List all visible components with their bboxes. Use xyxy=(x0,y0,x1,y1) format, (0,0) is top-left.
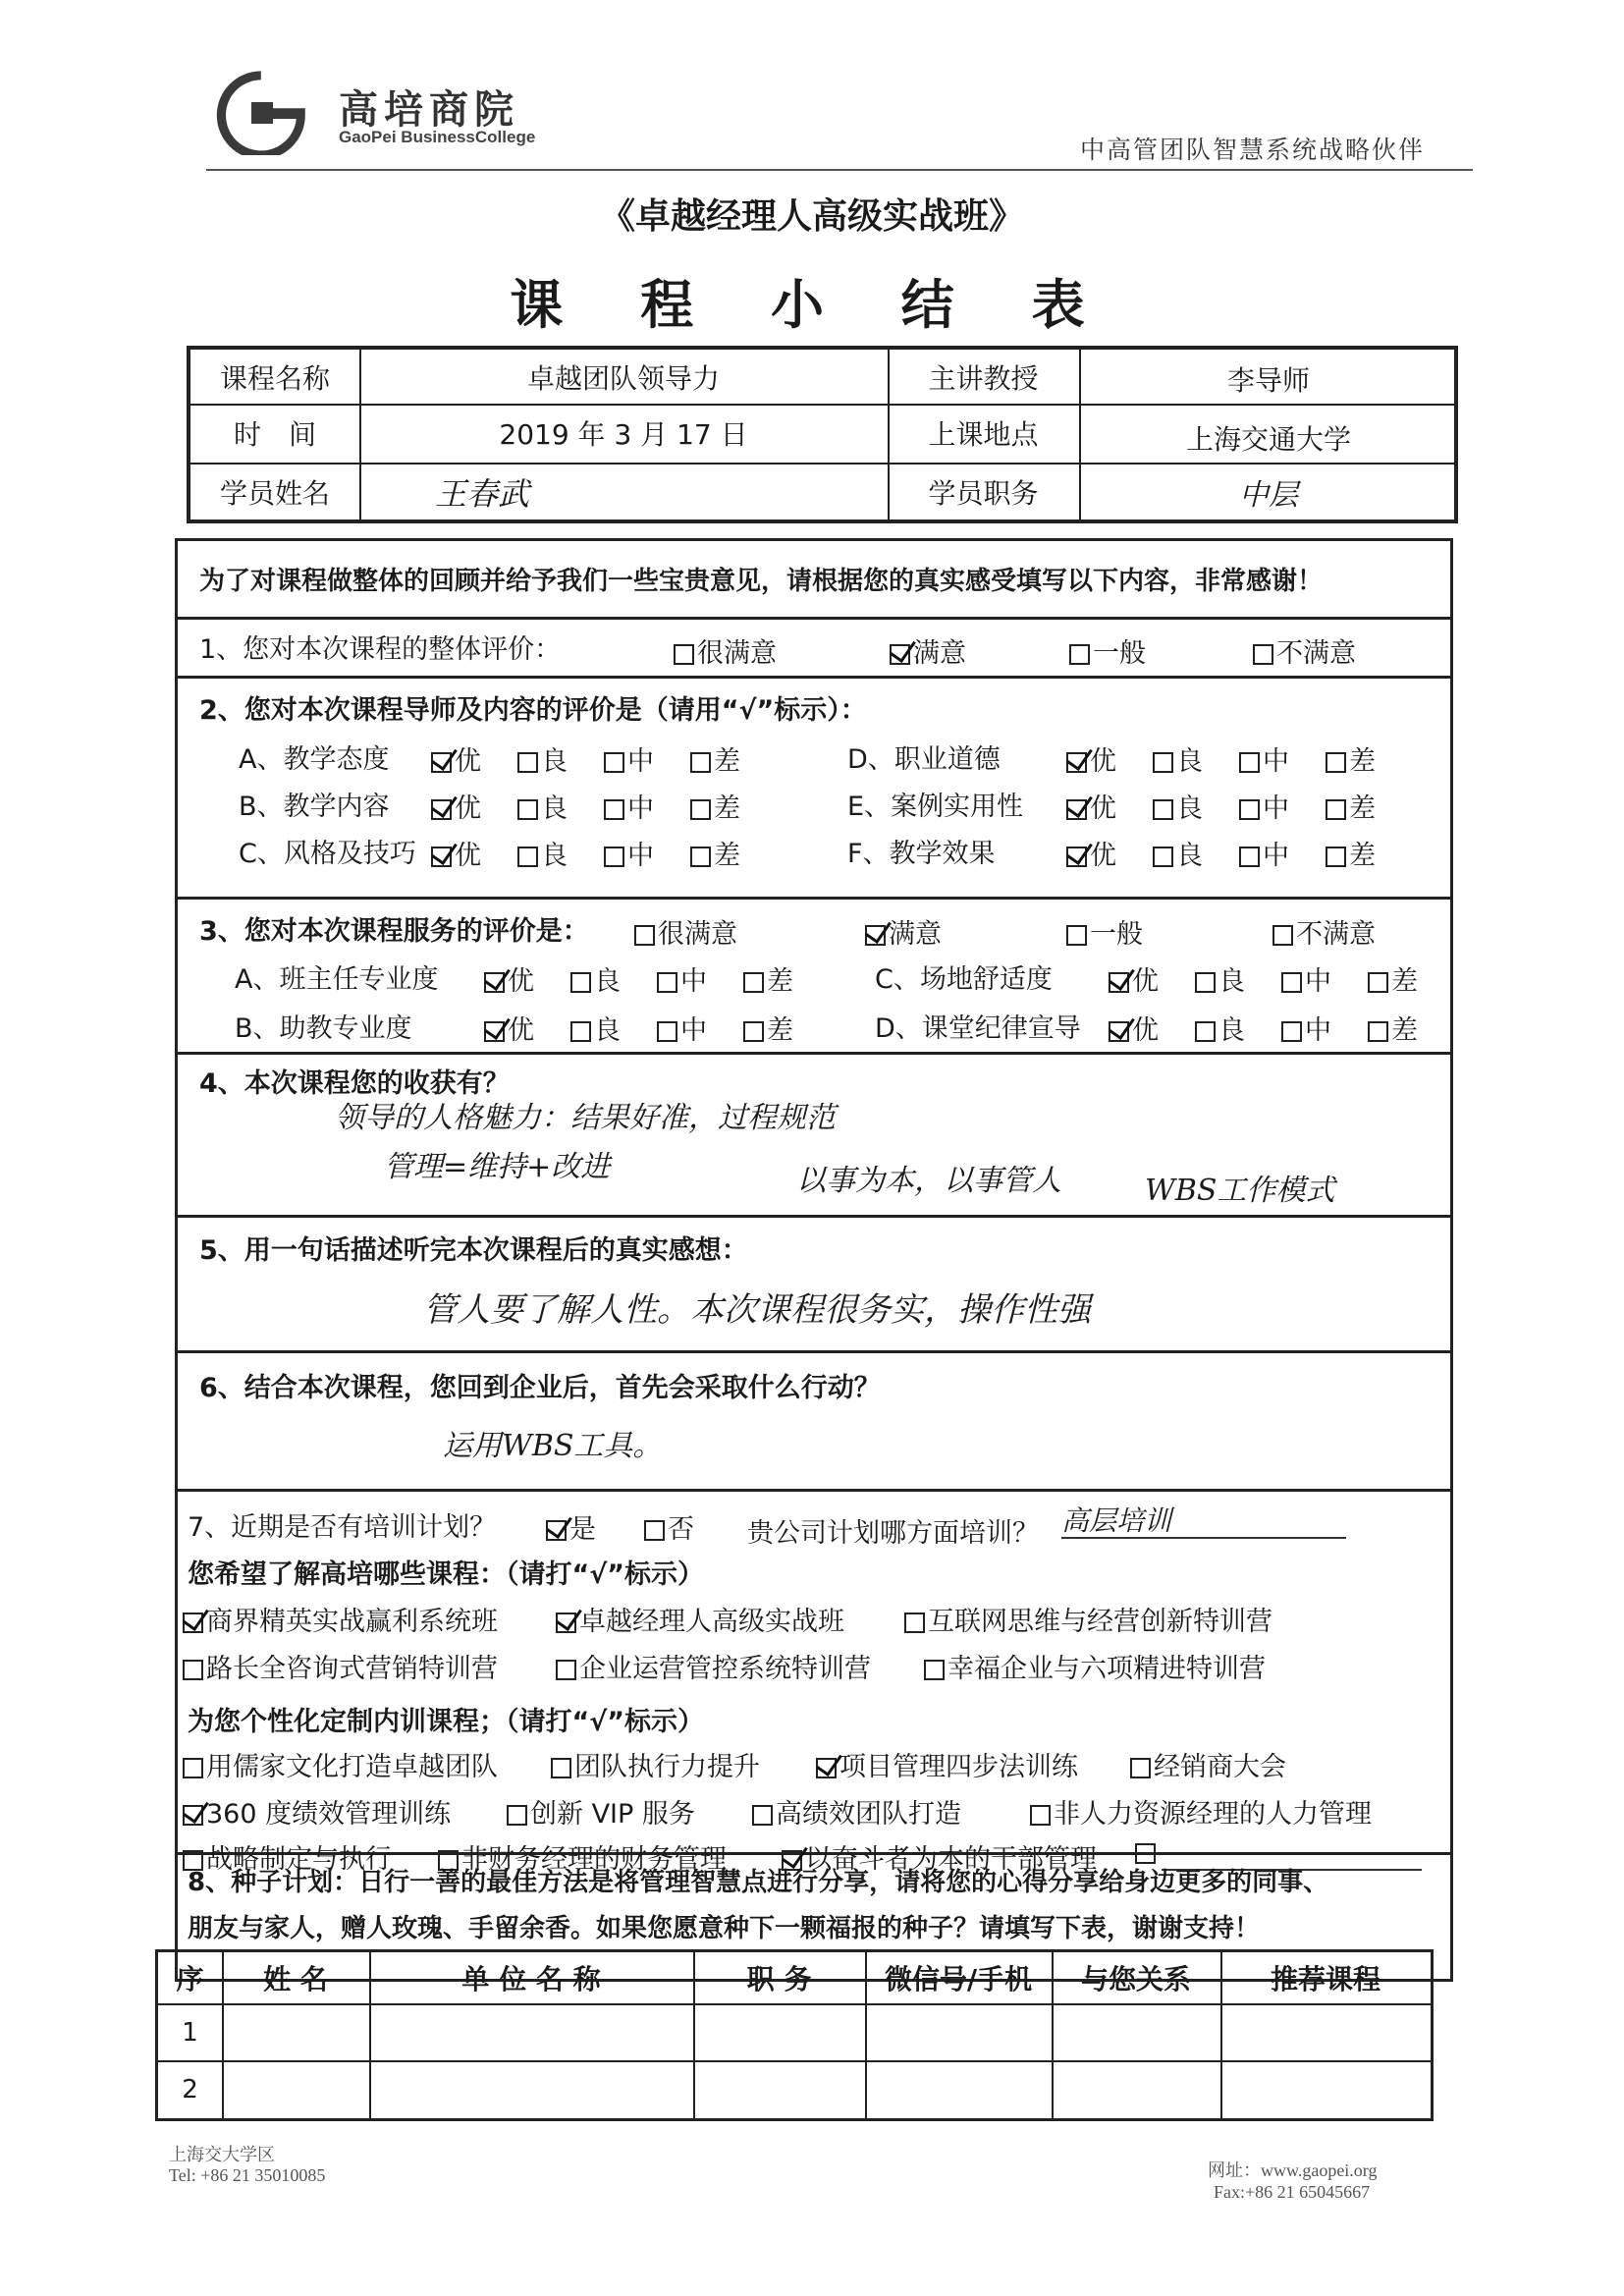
q3-grade-option[interactable] xyxy=(657,1009,707,1047)
position-value: 中层 xyxy=(1239,478,1298,513)
checkbox-checked[interactable] xyxy=(890,644,910,665)
checkbox[interactable] xyxy=(604,847,624,867)
q2-item-label: A、教学态度 xyxy=(239,744,390,775)
checkbox-checked[interactable] xyxy=(1109,972,1129,993)
q1-option-dissatisfied[interactable] xyxy=(1253,631,1356,670)
option-label: 商界精英实战赢利系统班 xyxy=(206,1607,498,1637)
course-name-value: 卓越团队领导力 xyxy=(526,361,720,395)
option-label: 以奋斗者为本的干部管理 xyxy=(805,1844,1097,1875)
q7-course-option[interactable] xyxy=(183,1647,498,1685)
option-label: 满意 xyxy=(889,919,942,950)
checkbox[interactable] xyxy=(690,752,711,773)
option-label: 差 xyxy=(1349,793,1376,824)
q4-answer-line2b: 以事为本，以事管人 xyxy=(796,1164,1061,1198)
checkbox[interactable] xyxy=(517,847,538,867)
q2-grade-option[interactable] xyxy=(1153,834,1203,872)
option-label: 不满意 xyxy=(1296,919,1376,950)
checkbox[interactable] xyxy=(1195,1021,1216,1042)
q2-grade-option[interactable] xyxy=(604,834,654,872)
option-label: 差 xyxy=(1391,1015,1418,1046)
option-label: 优 xyxy=(455,841,481,871)
q2-grade-option[interactable] xyxy=(517,834,568,872)
checkbox-checked[interactable] xyxy=(183,1805,203,1826)
teacher-value: 李导师 xyxy=(1226,364,1310,397)
logo-chinese-name: 高培商院 xyxy=(339,86,519,133)
q3-option-dissatisfied[interactable] xyxy=(1272,912,1376,951)
option-label: 差 xyxy=(1391,966,1418,997)
option-label: 优 xyxy=(455,746,481,777)
q3-grade-option[interactable] xyxy=(1195,1009,1245,1047)
checkbox-checked[interactable] xyxy=(484,1021,505,1042)
q2-grade-option[interactable] xyxy=(690,739,740,778)
option-label: 优 xyxy=(1090,746,1116,777)
option-label: 良 xyxy=(1176,746,1203,777)
q2-grade-option[interactable] xyxy=(431,834,481,872)
option-label: 非人力资源经理的人力管理 xyxy=(1054,1799,1372,1830)
checkbox[interactable] xyxy=(1239,799,1260,820)
row-divider xyxy=(158,2003,1431,2005)
option-label: 差 xyxy=(714,746,740,777)
seed-row-number: 2 xyxy=(182,2075,198,2105)
option-label: 创新 VIP 服务 xyxy=(530,1799,695,1830)
checkbox[interactable] xyxy=(1326,847,1346,867)
option-label: 良 xyxy=(1176,841,1203,871)
checkbox[interactable] xyxy=(690,799,711,820)
seed-plan-table xyxy=(155,1949,1434,2121)
q2-grade-option[interactable] xyxy=(1066,739,1116,778)
q7-option-no[interactable] xyxy=(644,1507,694,1546)
option-label: 中 xyxy=(1305,966,1331,997)
q2-item-label: C、风格及技巧 xyxy=(239,839,416,869)
q2-grade-option[interactable] xyxy=(1066,787,1116,825)
option-label: 团队执行力提升 xyxy=(574,1752,760,1782)
q6-label: 6、结合本次课程，您回到企业后，首先会采取什么行动？ xyxy=(199,1373,881,1403)
q3-grade-option[interactable] xyxy=(570,959,621,998)
q4-answer-line2c: WBS工作模式 xyxy=(1145,1174,1335,1208)
footer-campus: 上海交大学区 xyxy=(169,2145,275,2164)
seed-table-header: 与您关系 xyxy=(1080,1963,1191,1995)
q7-course-option[interactable] xyxy=(183,1600,498,1638)
checkbox-checked[interactable] xyxy=(431,799,452,820)
option-label: 良 xyxy=(594,966,621,997)
q7-course-option[interactable] xyxy=(904,1600,1272,1638)
option-label: 满意 xyxy=(913,638,966,669)
document-subtitle: 课 程 小 结 表 xyxy=(510,274,1114,336)
checkbox[interactable] xyxy=(1135,1843,1156,1864)
option-label: 差 xyxy=(714,793,740,824)
checkbox[interactable] xyxy=(924,1660,945,1680)
q3-item-label: C、场地舒适度 xyxy=(875,964,1053,995)
checkbox-checked[interactable] xyxy=(1066,847,1087,867)
q2-label: 2、您对本次课程导师及内容的评价是（请用“√”标示）： xyxy=(199,695,867,726)
option-label: 高绩效团队打造 xyxy=(776,1799,961,1830)
q5-answer: 管人要了解人性。本次课程很务实，操作性强 xyxy=(423,1290,1091,1330)
option-label: 良 xyxy=(1176,793,1203,824)
option-label: 差 xyxy=(714,841,740,871)
seed-table-header: 单 位 名 称 xyxy=(461,1963,601,1995)
q7-which-label: 贵公司计划哪方面培训？ xyxy=(747,1518,1039,1549)
option-label: 优 xyxy=(455,793,481,824)
q2-grade-option[interactable] xyxy=(431,739,481,778)
section-divider xyxy=(178,1215,1450,1218)
option-label: 中 xyxy=(627,841,654,871)
checkbox-checked[interactable] xyxy=(1066,752,1087,773)
q3-grade-option[interactable] xyxy=(1195,959,1245,998)
checkbox[interactable] xyxy=(183,1758,203,1778)
seed-table-header: 姓 名 xyxy=(263,1963,328,1995)
checkbox-checked[interactable] xyxy=(816,1758,837,1778)
checkbox-checked[interactable] xyxy=(1066,799,1087,820)
q7-course-option[interactable] xyxy=(556,1647,871,1685)
section-divider xyxy=(178,1350,1450,1353)
checkbox-checked[interactable] xyxy=(556,1613,576,1633)
option-label: 卓越经理人高级实战班 xyxy=(579,1607,844,1637)
checkbox[interactable] xyxy=(183,1660,203,1680)
q3-grade-option[interactable] xyxy=(484,1009,534,1047)
option-label: 中 xyxy=(1263,746,1289,777)
course-info-table xyxy=(187,346,1458,523)
option-label: 优 xyxy=(508,1015,534,1046)
row-divider xyxy=(158,2060,1431,2062)
option-label: 一般 xyxy=(1093,638,1146,669)
q2-grade-option[interactable] xyxy=(517,787,568,825)
option-label: 差 xyxy=(1349,746,1376,777)
q3-item-label: A、班主任专业度 xyxy=(235,964,439,995)
checkbox[interactable] xyxy=(604,799,624,820)
q7-custom-option[interactable] xyxy=(507,1792,695,1831)
checkbox[interactable] xyxy=(743,972,764,993)
q7-custom-option[interactable] xyxy=(1130,1745,1286,1783)
section-divider xyxy=(178,617,1450,620)
q2-grade-option[interactable] xyxy=(1326,739,1376,778)
q3-item-label: D、课堂纪律宣导 xyxy=(875,1013,1081,1044)
q7-custom-option[interactable] xyxy=(1030,1792,1372,1831)
logo-english-name: GaoPei BusinessCollege xyxy=(339,128,536,146)
q7-which-value[interactable]: 高层培训 xyxy=(1061,1500,1346,1539)
q3-grade-option[interactable] xyxy=(1368,959,1418,998)
checkbox[interactable] xyxy=(507,1805,527,1826)
q2-grade-option[interactable] xyxy=(1239,739,1289,778)
option-label: 中 xyxy=(680,1015,707,1046)
option-label: 360 度绩效管理训练 xyxy=(206,1799,452,1830)
checkbox[interactable] xyxy=(1195,972,1216,993)
q2-item-label: E、案例实用性 xyxy=(847,792,1024,822)
option-label: 不满意 xyxy=(1276,638,1356,669)
q2-grade-option[interactable] xyxy=(1066,834,1116,872)
option-label: 项目管理四步法训练 xyxy=(839,1752,1078,1782)
q7-label: 7、近期是否有培训计划？ xyxy=(188,1512,497,1543)
checkbox[interactable] xyxy=(1030,1805,1051,1826)
checkbox[interactable] xyxy=(1368,1021,1388,1042)
q7-custom-option[interactable] xyxy=(183,1745,498,1783)
checkbox[interactable] xyxy=(1368,972,1388,993)
q4-answer-line2a: 管理=维持+改进 xyxy=(384,1150,611,1184)
section-divider xyxy=(178,676,1450,679)
checkbox-checked[interactable] xyxy=(865,925,886,946)
seed-table-header: 推荐课程 xyxy=(1270,1963,1380,1995)
q1-option-satisfied[interactable] xyxy=(890,631,966,670)
option-label: 是 xyxy=(569,1514,596,1545)
checkbox[interactable] xyxy=(657,1021,677,1042)
q3-grade-option[interactable] xyxy=(1281,1009,1331,1047)
q7-custom-option[interactable] xyxy=(551,1745,760,1783)
option-label: 经销商大会 xyxy=(1154,1752,1286,1782)
checkbox[interactable] xyxy=(1239,847,1260,867)
q3-grade-option[interactable] xyxy=(743,959,793,998)
q2-grade-option[interactable] xyxy=(690,834,740,872)
checkbox[interactable] xyxy=(690,847,711,867)
option-label: 良 xyxy=(541,793,568,824)
q7-custom-option[interactable] xyxy=(816,1745,1078,1783)
q3-option-satisfied[interactable] xyxy=(865,912,942,951)
q8-intro-line2: 朋友与家人，赠人玫瑰、手留余香。如果您愿意种下一颗福报的种子？请填写下表，谢谢支持！ xyxy=(188,1914,1261,1943)
q3-grade-option[interactable] xyxy=(484,959,534,998)
q1-label: 1、您对本次课程的整体评价： xyxy=(199,634,562,665)
option-label: 中 xyxy=(1263,841,1289,871)
checkbox[interactable] xyxy=(634,925,655,946)
option-label: 幸福企业与六项精进特训营 xyxy=(947,1654,1266,1684)
seed-table-header: 微信号/手机 xyxy=(884,1963,1033,1995)
section-divider xyxy=(178,1052,1450,1055)
section-divider xyxy=(178,897,1450,900)
q3-grade-option[interactable] xyxy=(1281,959,1331,998)
checkbox[interactable] xyxy=(1069,644,1090,665)
checkbox[interactable] xyxy=(604,752,624,773)
option-label: 良 xyxy=(541,746,568,777)
checkbox[interactable] xyxy=(1153,847,1173,867)
checkbox[interactable] xyxy=(556,1660,576,1680)
course-name-label: 课程名称 xyxy=(219,361,330,395)
option-label: 良 xyxy=(594,1015,621,1046)
checkbox[interactable] xyxy=(570,972,591,993)
q8-intro-line1: 8、种子计划：日行一善的最佳方法是将管理智慧点进行分享，请将您的心得分享给身边更多的同事、 xyxy=(188,1868,1329,1897)
q2-item-label: F、教学效果 xyxy=(847,839,996,869)
header-slogan: 中高管团队智慧系统战略伙伴 xyxy=(1080,136,1426,164)
option-label: 企业运营管控系统特训营 xyxy=(579,1654,871,1684)
seed-row-number: 1 xyxy=(182,2018,198,2048)
checkbox[interactable] xyxy=(570,1021,591,1042)
q2-item-label: B、教学内容 xyxy=(239,792,390,822)
option-label: 中 xyxy=(1305,1015,1331,1046)
q2-grade-option[interactable] xyxy=(1153,787,1203,825)
option-label: 良 xyxy=(541,841,568,871)
option-label: 很满意 xyxy=(658,919,737,950)
checkbox[interactable] xyxy=(1253,644,1273,665)
q3-option-average[interactable] xyxy=(1066,912,1143,951)
option-label: 中 xyxy=(627,746,654,777)
option-label: 用儒家文化打造卓越团队 xyxy=(206,1752,498,1782)
checkbox[interactable] xyxy=(1326,752,1346,773)
gaopei-logo-mark xyxy=(206,69,329,155)
q2-grade-option[interactable] xyxy=(1326,834,1376,872)
survey-intro: 为了对课程做整体的回顾并给予我们一些宝贵意见，请根据您的真实感受填写以下内容，非常感谢！ xyxy=(199,567,1324,596)
q1-option-very-satisfied[interactable] xyxy=(674,631,777,670)
checkbox[interactable] xyxy=(1272,925,1293,946)
checkbox-checked[interactable] xyxy=(1109,1021,1129,1042)
q3-label: 3、您对本次课程服务的评价是： xyxy=(199,916,589,947)
time-value: 2019 年 3 月 17 日 xyxy=(499,418,748,451)
q3-grade-option[interactable] xyxy=(743,1009,793,1047)
q3-grade-option[interactable] xyxy=(1109,959,1159,998)
checkbox[interactable] xyxy=(1130,1758,1151,1778)
checkbox[interactable] xyxy=(1326,799,1346,820)
option-label: 中 xyxy=(627,793,654,824)
q3-option-very-satisfied[interactable] xyxy=(634,912,737,951)
option-label: 优 xyxy=(508,966,534,997)
checkbox-checked[interactable] xyxy=(183,1613,203,1633)
header-divider xyxy=(206,169,1473,171)
checkbox-checked[interactable] xyxy=(546,1520,567,1541)
q2-grade-option[interactable] xyxy=(517,739,568,778)
q3-grade-option[interactable] xyxy=(570,1009,621,1047)
footer-website[interactable]: 网址：www.gaopei.org xyxy=(1208,2160,1378,2180)
footer-tel: Tel: +86 21 35010085 xyxy=(169,2165,326,2185)
section-divider xyxy=(178,1489,1450,1492)
q2-grade-option[interactable] xyxy=(1239,787,1289,825)
q5-label: 5、用一句话描述听完本次课程后的真实感想： xyxy=(199,1235,748,1266)
option-label: 良 xyxy=(1218,966,1245,997)
option-label: 互联网思维与经营创新特训营 xyxy=(928,1607,1272,1637)
option-label: 很满意 xyxy=(697,638,777,669)
option-label: 路长全咨询式营销特训营 xyxy=(206,1654,498,1684)
checkbox[interactable] xyxy=(743,1021,764,1042)
teacher-label: 主讲教授 xyxy=(928,361,1039,395)
option-label: 差 xyxy=(767,966,793,997)
checkbox[interactable] xyxy=(1281,1021,1302,1042)
q3-item-label: B、助教专业度 xyxy=(235,1013,412,1044)
option-label: 优 xyxy=(1132,966,1159,997)
time-label: 时 间 xyxy=(233,418,316,451)
q2-grade-option[interactable] xyxy=(604,739,654,778)
checkbox[interactable] xyxy=(752,1805,773,1826)
checkbox[interactable] xyxy=(1239,752,1260,773)
q7-option-yes[interactable] xyxy=(546,1507,596,1546)
student-name-value: 王春武 xyxy=(434,475,529,513)
checkbox[interactable] xyxy=(1153,752,1173,773)
q3-grade-option[interactable] xyxy=(1368,1009,1418,1047)
position-label: 学员职务 xyxy=(928,477,1039,510)
q7-course-option[interactable] xyxy=(924,1647,1266,1685)
checkbox[interactable] xyxy=(517,799,538,820)
seed-table-header: 序 xyxy=(176,1963,204,1995)
option-label: 良 xyxy=(1218,1015,1245,1046)
checkbox-checked[interactable] xyxy=(484,972,505,993)
q4-label: 4、本次课程您的收获有？ xyxy=(199,1068,510,1099)
checkbox[interactable] xyxy=(674,644,694,665)
q7-courses-label: 您希望了解高培哪些课程：（请打“√”标示） xyxy=(188,1559,704,1590)
q1-option-average[interactable] xyxy=(1069,631,1146,670)
checkbox[interactable] xyxy=(644,1520,665,1541)
option-label: 差 xyxy=(767,1015,793,1046)
checkbox-checked[interactable] xyxy=(431,752,452,773)
option-label: 差 xyxy=(1349,841,1376,871)
document-title: 《卓越经理人高级实战班》 xyxy=(599,196,1024,237)
q2-grade-option[interactable] xyxy=(690,787,740,825)
checkbox[interactable] xyxy=(517,752,538,773)
footer-fax: Fax:+86 21 65045667 xyxy=(1214,2182,1371,2202)
q6-answer: 运用WBS工具。 xyxy=(443,1429,663,1463)
checkbox[interactable] xyxy=(1066,925,1087,946)
seed-table-header: 职 务 xyxy=(746,1963,812,1995)
option-label: 非财务经理的财务管理 xyxy=(461,1844,727,1875)
option-label: 优 xyxy=(1090,793,1116,824)
survey-form xyxy=(175,538,1453,1982)
student-name-label: 学员姓名 xyxy=(219,477,330,510)
checkbox-checked[interactable] xyxy=(431,847,452,867)
q7-custom-label: 为您个性化定制内训课程；（请打“√”标示） xyxy=(188,1707,704,1737)
checkbox[interactable] xyxy=(1281,972,1302,993)
q3-grade-option[interactable] xyxy=(657,959,707,998)
q7-course-option[interactable] xyxy=(556,1600,844,1638)
q2-item-label: D、职业道德 xyxy=(847,744,1001,775)
q4-answer-line1: 领导的人格魅力：结果好准，过程规范 xyxy=(335,1101,836,1135)
option-label: 优 xyxy=(1090,841,1116,871)
option-label: 战略制定与执行 xyxy=(206,1844,392,1875)
checkbox[interactable] xyxy=(1153,799,1173,820)
option-label: 中 xyxy=(1263,793,1289,824)
option-label: 否 xyxy=(668,1514,694,1545)
q2-grade-option[interactable] xyxy=(1153,739,1203,778)
q2-grade-option[interactable] xyxy=(431,787,481,825)
q7-custom-option[interactable] xyxy=(183,1792,451,1831)
checkbox[interactable] xyxy=(904,1613,925,1633)
q2-grade-option[interactable] xyxy=(1326,787,1376,825)
q3-grade-option[interactable] xyxy=(1109,1009,1159,1047)
place-label: 上课地点 xyxy=(928,418,1039,451)
q7-custom-option[interactable] xyxy=(752,1792,961,1831)
q2-grade-option[interactable] xyxy=(604,787,654,825)
checkbox[interactable] xyxy=(657,972,677,993)
checkbox[interactable] xyxy=(551,1758,571,1778)
q2-grade-option[interactable] xyxy=(1239,834,1289,872)
option-label: 优 xyxy=(1132,1015,1159,1046)
place-value: 上海交通大学 xyxy=(1185,423,1351,456)
option-label: 中 xyxy=(680,966,707,997)
option-label: 一般 xyxy=(1090,919,1143,950)
